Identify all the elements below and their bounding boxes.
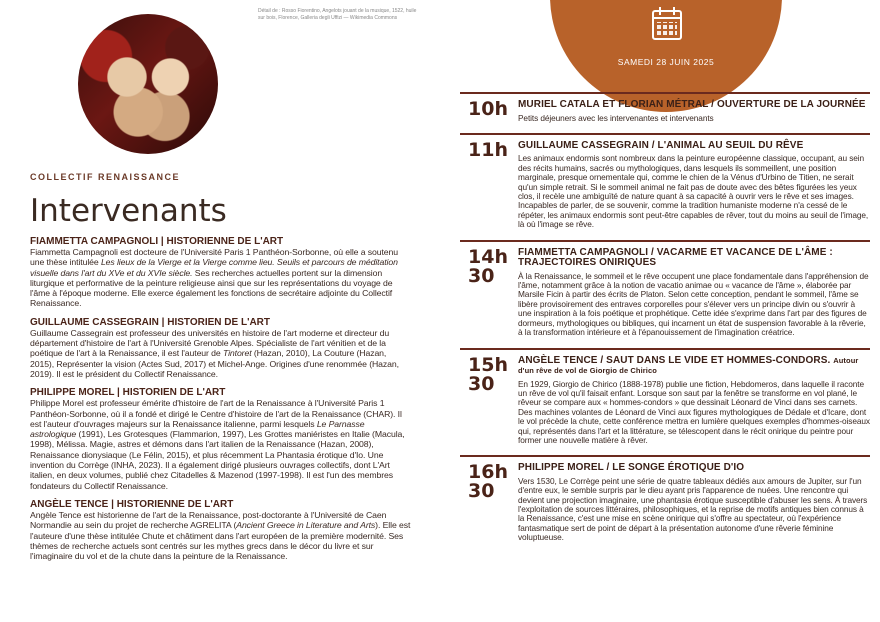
- session-time: 11h: [468, 138, 508, 161]
- bio-heading: ANGÈLE TENCE | HISTORIENNE DE L'ART: [30, 498, 234, 510]
- session-time: 16h 30: [468, 461, 508, 503]
- bio-text: Philippe Morel est professeur émérite d'histoire de l'art de la Renaissance à l'Université Paris 1 Panthéon-Sorbonne, où il a fondé et dirigé le Centre d'histoire de l'art de la Renaissance (CHAR). Il est l'auteur d'ouvrages majeurs sur la Renaissance italienne, parmi lesquels Le Parnasse astrologique (1991), Les Grotesques (Flammarion, 1997), Les Grottes maniéristes en Italie (Macula, 1998), Mélissa. Magie, astres et démons dans l'art italien de la Renaissance (Hazan, 2008), Renaissance dionysiaque (Le Félin, 2015), et plus récemment La Phantasia érotique d'Io. Une invention du Corrège (INHA, 2023). Il a également dirigé plusieurs ouvrages collectifs, dont L'Art italien, en deux volumes, publié chez Citadelles & Mazenod (1997-1998). Il est l'un des membres fondateurs du Collectif Renaissance.: [30, 398, 405, 491]
- session-time: 14h 30: [468, 245, 508, 287]
- bio-tence: [30, 499, 412, 561]
- speaker-bios: [30, 236, 412, 569]
- image-caption: Détail de : Rosso Fiorentino, Angelots jouant de la musique, 1522, huile sur bois, Florence, Galleria degli Uffizi — Wikimedia Commons: [258, 8, 417, 21]
- event-date: SAMEDI 28 JUIN 2025: [617, 57, 715, 67]
- session-item: [460, 94, 870, 133]
- bio-text: Guillaume Cassegrain est professeur des universités en histoire de l'art moderne et directeur du département d'histoire de l'art à l'Université Grenoble Alpes. Spécialiste de l'art vénitien et de la poétique de l'art à la Renaissance, il est l'auteur de Tintoret (Hazan, 2010), La Couture (Hazan, 2015), Représenter la vision (Actes Sud, 2017) et Michel-Ange. Origines d'une renommée (Hazan, 2019). Il est le président du Collectif Renaissance.: [30, 327, 399, 379]
- session-description: Les animaux endormis sont nombreux dans la peinture européenne classique, occupant, au sein des récits humains, sacrés ou mythologiques, dans lesquels ils sommeillent, une position marginale, presque ornementale qui, comme le chien de la Vénus d'Urbino de Titien, ne serait qu'un simple retrait. Si le sommeil animal ne fait pas de doute avec des bêtes figurées les yeux clos, il recèle une ambiguïté de nature quant à sa capacité à ouvrir vers le rêve et ses images. Incapables de parler, de se souvenir, comme la tradition humaniste moderne n'a cessé de le répéter, les animaux endormis sont peut-être capables de rêver, tout du moins au seuil de l'image, là où l'image se rêve.: [518, 153, 869, 230]
- calendar-icon: [652, 10, 682, 40]
- session-title: GUILLAUME CASSEGRAIN / L'ANIMAL AU SEUIL DU RÊVE: [518, 139, 804, 151]
- session-item: [460, 135, 870, 240]
- bio-text: Angèle Tence est historienne de l'art de la Renaissance, post-doctorante à l'Université de Caen Normandie au sein du projet de recherche AGRELITA (Ancient Greece in Literature and Arts). Elle est l'auteure d'une thèse intitulée Chute et châtiment dans l'art européen de la première modernité. Ses thèmes de recherche actuels sont centrés sur les mythes grecs dans le décor du livre et sur l'imaginaire du vol et de la chute dans la peinture de la Renaissance.: [30, 509, 411, 562]
- schedule-column: [460, 0, 880, 622]
- session-description: À la Renaissance, le sommeil et le rêve occupent une place fondamentale dans l'appréhension de l'âme, notamment grâce à la notion de vacatio animae ou « vacance de l'âme », élaborée par Marsile Ficin à partir des écrits de Platon. Selon cette conception, pendant le sommeil, l'âme se libère provisoirement des entraves corporelles pour s'élever vers un principe divin ou s'ouvrir à une inspiration à la fois poétique et prophétique. Cette idée s'exprime dans l'art par des figures de dormeurs, mythologiques ou bibliques, qui incarnent un état de suspension favorable à la rêverie, à la transformation intérieure et à l'épanouissement de l'imagination créatrice.: [518, 270, 869, 338]
- session-description: Vers 1530, Le Corrège peint une série de quatre tableaux dédiés aux amours de Jupiter, sur l'un d'entre eux, le semble surpris par le dieu ayant pris l'apparence de nuées. Une rencontre qui devient une projection imaginaire, une phantasia érotique susceptible d'abuser les sens. À travers l'exploitation de sources littéraires, philosophiques, et la reprise de motifs antiques bien connus à la Renaissance, c'est une mise en scène onirique qui s'offre au spectateur, où l'expérience fantasmatique sert de point de départ à la présentation autonome d'une rêverie féminine voluptueuse.: [518, 475, 868, 543]
- page-title: Intervenants: [30, 193, 227, 229]
- bio-heading: PHILIPPE MOREL | HISTORIEN DE L'ART: [30, 387, 226, 399]
- session-time: 15h 30: [468, 353, 508, 395]
- bio-heading: GUILLAUME CASSEGRAIN | HISTORIEN DE L'ART: [30, 316, 270, 328]
- session-time: 10h: [468, 98, 508, 120]
- session-item: [460, 350, 870, 456]
- session-description: Petits déjeuners avec les intervenantes et intervenants: [518, 112, 714, 123]
- speakers-column: [30, 0, 430, 622]
- bio-heading: FIAMMETTA CAMPAGNOLI | HISTORIENNE DE L'ART: [30, 236, 284, 247]
- schedule-list: [460, 92, 870, 553]
- bio-campagnoli: [30, 236, 412, 309]
- session-title: ANGÈLE TENCE / SAUT DANS LE VIDE ET HOMMES-CONDORS. Autour d'un rêve de vol de Giorgio de Chirico: [518, 354, 859, 375]
- session-title: MURIEL CATALA ET FLORIAN MÉTRAL / OUVERTURE DE LA JOURNÉE: [518, 99, 866, 110]
- session-subtitle: Autour d'un rêve de vol de Giorgio de Chirico: [518, 355, 859, 375]
- session-description: En 1929, Giorgio de Chirico (1888-1978) publie une fiction, Hebdomeros, dans laquelle il raconte un rêve de vol qu'il faisait enfant. Lorsque son saut par la fenêtre se transforme en vol plané, le rêveur se compare aux « hommes-condors » que dessinait Léonard de Vinci dans ses carnets. Des machines volantes de Léonard de Vinci aux figures mythologiques de Dédale et d'Icare, dont le vol précède la chute, cette conférence mettra en lumière quelques exemples d'hommes-oiseaux qui, représentés dans l'art et la littérature, se télescopent dans le récit onirique du peintre pour former une nouvelle matière à rêver.: [518, 378, 870, 445]
- collective-label: COLLECTIF RENAISSANCE: [30, 172, 181, 182]
- session-item: [460, 457, 870, 552]
- session-title: PHILIPPE MOREL / LE SONGE ÉROTIQUE D'IO: [518, 462, 745, 474]
- session-item: [460, 242, 870, 348]
- bio-text: Fiammetta Campagnoli est docteure de l'Université Paris 1 Panthéon-Sorbonne, où elle a soutenu une thèse intitulée Les lieux de la Vierge et la Vierge comme lieu. Seuils et parcours de méditation visuelle dans l'art du XVe et du XVIe siècle. Ses recherches actuelles portent sur la dimension liturgique et performative de la peinture religieuse ainsi que sur les représentations du voyage de l'âme à l'époque moderne. Elle exerce également les fonctions de secrétaire adjointe du Collectif Renaissance.: [30, 247, 398, 309]
- bio-morel: [30, 387, 412, 491]
- cherubs-painting-image: [78, 14, 218, 154]
- bio-cassegrain: [30, 317, 412, 379]
- session-title: FIAMMETTA CAMPAGNOLI / VACARME ET VACANCE DE L'ÂME : TRAJECTOIRES ONIRIQUES: [518, 246, 833, 269]
